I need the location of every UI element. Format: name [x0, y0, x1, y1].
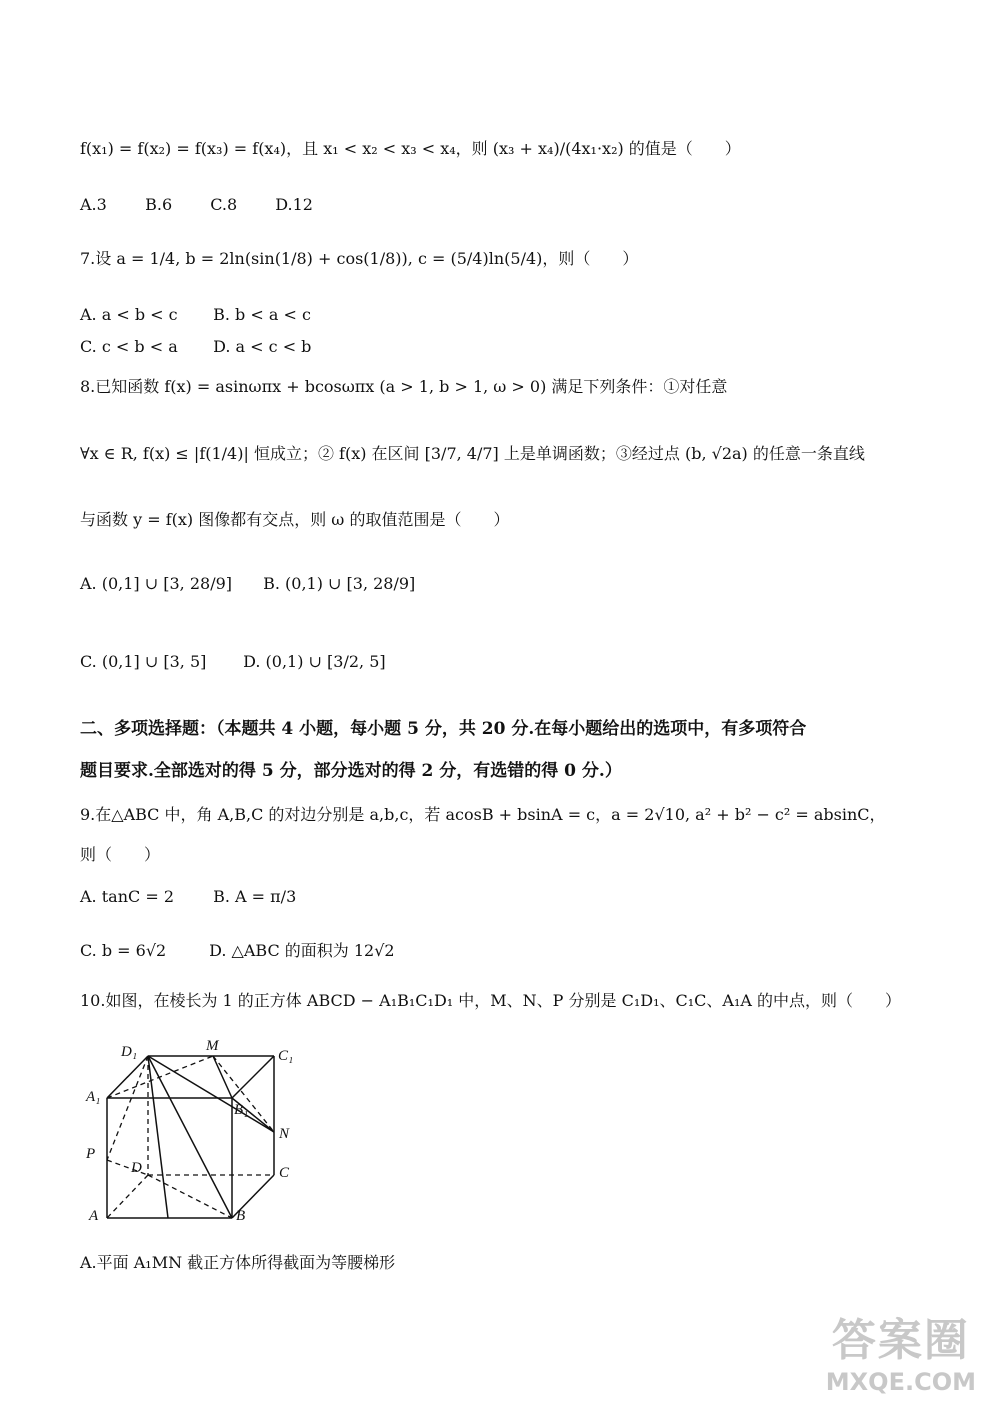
q10-stem: 10.如图，在棱长为 1 的正方体 ABCD − A₁B₁C₁D₁ 中，M、N、P 分别是 C₁D₁、C₁C、A₁A 的中点，则（ ） [80, 991, 901, 1010]
q8-options-row1 [80, 573, 415, 595]
q8-option-c: C. (0,1] ∪ [3, 5] [80, 652, 207, 671]
watermark [826, 1304, 976, 1396]
watermark-logo: 答案圈 [831, 1315, 970, 1366]
q8-options-row2 [80, 651, 386, 673]
q9-options-row1 [80, 886, 296, 908]
q9-option-d: D. △ABC 的面积为 12√2 [209, 941, 395, 960]
q8-option-a: A. (0,1] ∪ [3, 28/9] [80, 574, 232, 593]
label-a1: A₁ [86, 1089, 101, 1105]
label-p: P [86, 1146, 96, 1162]
q8-line1: 8.已知函数 f(x) = asinωπx + bcosωπx (a > 1, b > 1, ω > 0) 满足下列条件：①对任意 [80, 377, 728, 396]
q6-stem: f(x₁) = f(x₂) = f(x₃) = f(x₄)，且 x₁ < x₂ < x₃ < x₄，则 (x₃ + x₄)/(4x₁·x₂) 的值是（ ） [80, 139, 741, 158]
q7-option-c: C. c < b < a [80, 337, 178, 356]
q6-option-d: D.12 [275, 195, 313, 214]
q6-options [80, 194, 313, 216]
cube-figure [80, 1032, 320, 1222]
label-d: D [131, 1160, 142, 1176]
label-b1: B₁ [234, 1102, 249, 1118]
q8-option-b: B. (0,1) ∪ [3, 28/9] [263, 574, 416, 593]
label-d1: D₁ [121, 1044, 138, 1060]
q7-options-row2 [80, 336, 311, 358]
label-c1: C₁ [278, 1048, 294, 1064]
q7-stem: 7.设 a = 1/4, b = 2ln(sin(1/8) + cos(1/8)), c = (5/4)ln(5/4)，则（ ） [80, 249, 639, 268]
q9-options-row2 [80, 940, 395, 962]
q6-option-c: C.8 [210, 195, 238, 214]
label-c: C [279, 1165, 290, 1181]
q6-option-b: B.6 [145, 195, 173, 214]
q8-line3: 与函数 y = f(x) 图像都有交点，则 ω 的取值范围是（ ） [80, 510, 510, 529]
q7-options-row1 [80, 304, 311, 326]
q9-line1: 9.在△ABC 中，角 A,B,C 的对边分别是 a,b,c，若 acosB + bsinA = c，a = 2√10, a² + b² − c² = absinC， [80, 805, 886, 824]
q7-option-d: D. a < c < b [213, 337, 312, 356]
q7-option-b: B. b < a < c [213, 305, 311, 324]
q8-option-d: D. (0,1) ∪ [3/2, 5] [243, 652, 386, 671]
section2-heading-line2: 题目要求.全部选对的得 5 分，部分选对的得 2 分，有选错的得 0 分.） [80, 761, 622, 781]
q8-line2: ∀x ∈ R, f(x) ≤ |f(1/4)| 恒成立；② f(x) 在区间 [3/7, 4/7] 上是单调函数；③经过点 (b, √2a) 的任意一条直线 [80, 444, 865, 463]
q6-option-a: A.3 [80, 195, 107, 214]
q7-option-a: A. a < b < c [80, 305, 178, 324]
q9-option-a: A. tanC = 2 [80, 887, 174, 906]
watermark-url: MXQE.COM [825, 1368, 976, 1396]
q10-option-a: A.平面 A₁MN 截正方体所得截面为等腰梯形 [80, 1253, 396, 1272]
label-n: N [279, 1126, 290, 1142]
label-b: B [236, 1208, 246, 1222]
section2-heading-line1: 二、多项选择题：（本题共 4 小题，每小题 5 分，共 20 分.在每小题给出的选项中，有多项符合 [80, 719, 807, 739]
q9-option-b: B. A = π/3 [213, 887, 297, 906]
label-a: A [89, 1208, 99, 1222]
label-m: M [206, 1038, 219, 1054]
q9-option-c: C. b = 6√2 [80, 941, 167, 960]
q9-line2: 则（ ） [80, 845, 161, 864]
